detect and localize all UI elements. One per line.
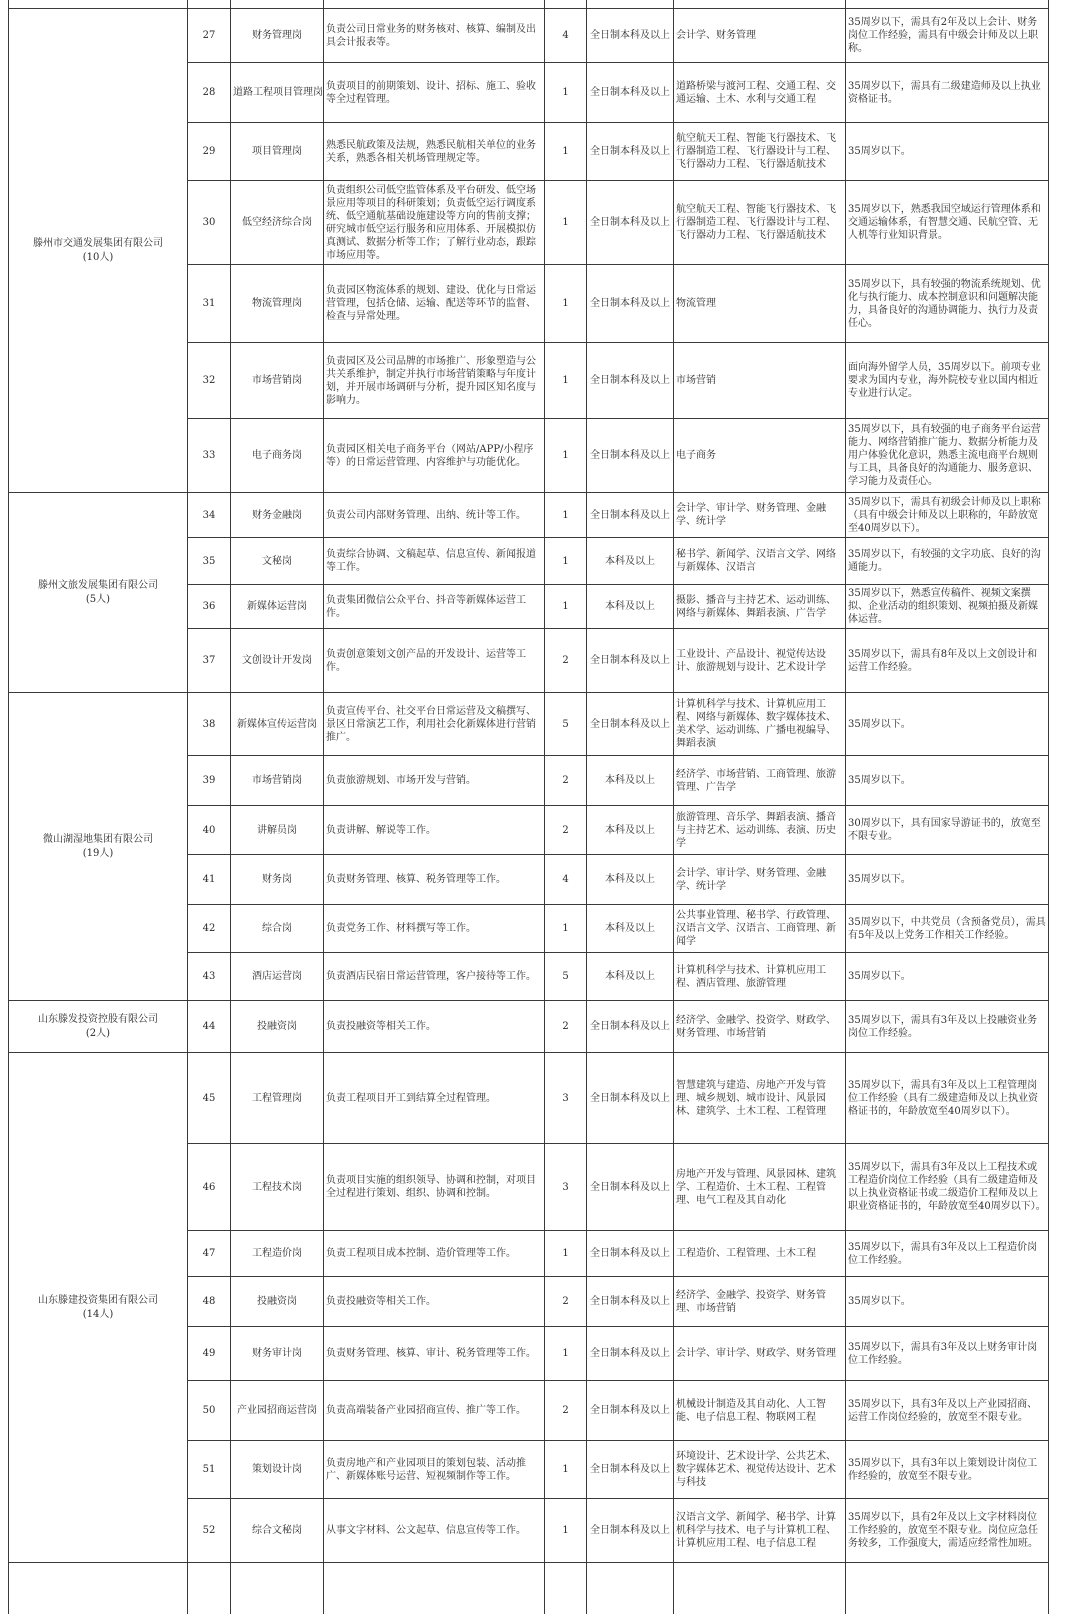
company-name: 微山湖湿地集团有限公司 <box>43 833 153 845</box>
position-name: 电子商务岗 <box>231 419 324 493</box>
other-requirement: 35周岁以下。 <box>846 693 1049 756</box>
other-requirement: 35周岁以下，具有2年及以上文字材料岗位工作经验的，放宽至不限专业。岗位应急任务较多，工作强度大，需适应经常性加班。 <box>846 1499 1049 1563</box>
education-requirement: 全日制本科及以上 <box>587 1001 674 1053</box>
position-name: 产业园招商运营岗 <box>231 1381 324 1441</box>
headcount: 2 <box>545 1001 587 1053</box>
duty-description: 负责组织公司低空监管体系及平台研发、低空场景应用等项目的科研策划；负责低空运行调度系统、低空通航基础设施建设等方向的售前支撑；研究城市低空运行服务和应用体系、开展模拟仿真测试、数据分析等工作；了解行业动态，跟踪市场应用等。 <box>324 181 545 265</box>
major-requirement <box>674 1563 846 1614</box>
headcount: 2 <box>545 756 587 806</box>
row-number: 31 <box>188 265 231 343</box>
position-name: 市场营销岗 <box>231 756 324 806</box>
headcount: 4 <box>545 855 587 905</box>
major-requirement: 计算机科学与技术、计算机应用工程、网络与新媒体、数字媒体技术、美术学、运动训练、广播电视编导、舞蹈表演 <box>674 693 846 756</box>
headcount: 5 <box>545 953 587 1001</box>
table-row <box>9 1053 1049 1144</box>
education-requirement <box>587 0 674 9</box>
major-requirement: 智慧建筑与建造、房地产开发与管理、城乡规划、城市设计、风景园林、建筑学、土木工程、工程管理 <box>674 1053 846 1144</box>
duty-description: 负责酒店民宿日常运营管理，客户接待等工作。 <box>324 953 545 1001</box>
duty-description <box>324 1563 545 1614</box>
duty-description: 负责公司内部财务管理、出纳、统计等工作。 <box>324 493 545 538</box>
headcount: 1 <box>545 343 587 419</box>
major-requirement: 环境设计、艺术设计学、公共艺术、数字媒体艺术、视觉传达设计、艺术与科技 <box>674 1441 846 1499</box>
major-requirement: 经济学、市场营销、工商管理、旅游管理、广告学 <box>674 756 846 806</box>
row-number: 37 <box>188 629 231 693</box>
position-name: 新媒体运营岗 <box>231 585 324 629</box>
education-requirement: 全日制本科及以上 <box>587 1231 674 1277</box>
duty-description: 负责项目的前期策划、设计、招标、施工、验收等全过程管理。 <box>324 63 545 123</box>
table-row <box>9 1001 1049 1053</box>
headcount <box>545 0 587 9</box>
position-name: 物流管理岗 <box>231 265 324 343</box>
headcount: 1 <box>545 1327 587 1381</box>
education-requirement: 全日制本科及以上 <box>587 1144 674 1231</box>
row-number: 36 <box>188 585 231 629</box>
company-name: 滕州市交通发展集团有限公司 <box>33 237 163 249</box>
major-requirement: 汉语言文学、新闻学、秘书学、计算机科学与技术、电子与计算机工程、计算机应用工程、电子信息工程 <box>674 1499 846 1563</box>
position-name: 投融资岗 <box>231 1001 324 1053</box>
company-cell <box>9 1563 188 1614</box>
duty-description: 负责工程项目成本控制、造价管理等工作。 <box>324 1231 545 1277</box>
education-requirement: 全日制本科及以上 <box>587 181 674 265</box>
row-number <box>188 1563 231 1614</box>
duty-description: 负责园区相关电子商务平台（网站/APP/小程序等）的日常运营管理、内容维护与功能优化。 <box>324 419 545 493</box>
duty-description <box>324 0 545 9</box>
headcount: 1 <box>545 123 587 181</box>
row-number: 52 <box>188 1499 231 1563</box>
row-number: 44 <box>188 1001 231 1053</box>
duty-description: 负责创意策划文创产品的开发设计、运营等工作。 <box>324 629 545 693</box>
duty-description: 负责公司日常业务的财务核对、核算、编制及出具会计报表等。 <box>324 9 545 63</box>
row-number: 50 <box>188 1381 231 1441</box>
headcount: 1 <box>545 538 587 585</box>
row-number: 32 <box>188 343 231 419</box>
row-number: 34 <box>188 493 231 538</box>
other-requirement: 面向海外留学人员，35周岁以下。前项专业要求为国内专业，海外院校专业以国内相近专业进行认定。 <box>846 343 1049 419</box>
education-requirement: 本科及以上 <box>587 756 674 806</box>
duty-description: 负责讲解、解说等工作。 <box>324 806 545 855</box>
company-name: 山东滕发投资控股有限公司 <box>38 1013 158 1025</box>
position-name: 道路工程项目管理岗 <box>231 63 324 123</box>
position-name: 新媒体宣传运营岗 <box>231 693 324 756</box>
table-row-partial <box>9 1563 1049 1614</box>
duty-description: 负责园区物流体系的规划、建设、优化与日常运营管理，包括仓储、运输、配送等环节的监督、检查与异常处理。 <box>324 265 545 343</box>
major-requirement: 工业设计、产品设计、视觉传达设计、旅游规划与设计、艺术设计学 <box>674 629 846 693</box>
row-number: 30 <box>188 181 231 265</box>
duty-description: 负责集团微信公众平台、抖音等新媒体运营工作。 <box>324 585 545 629</box>
education-requirement: 全日制本科及以上 <box>587 493 674 538</box>
major-requirement: 会计学、审计学、财政学、财务管理 <box>674 1327 846 1381</box>
headcount: 1 <box>545 63 587 123</box>
table-row <box>9 493 1049 538</box>
major-requirement: 秘书学、新闻学、汉语言文学、网络与新媒体、汉语言 <box>674 538 846 585</box>
major-requirement: 工程造价、工程管理、土木工程 <box>674 1231 846 1277</box>
other-requirement: 35周岁以下。 <box>846 756 1049 806</box>
position-name: 工程技术岗 <box>231 1144 324 1231</box>
position-name: 文创设计开发岗 <box>231 629 324 693</box>
other-requirement: 35周岁以下。 <box>846 1277 1049 1327</box>
other-requirement: 35周岁以下，熟悉宣传稿件、视频文案撰拟、企业活动的组织策划、视频拍摄及新媒体运营。 <box>846 585 1049 629</box>
duty-description: 负责宣传平台、社交平台日常运营及文稿撰写、景区日常演艺工作，利用社会化新媒体进行营销推广。 <box>324 693 545 756</box>
row-number: 41 <box>188 855 231 905</box>
company-cell <box>9 693 188 1001</box>
education-requirement: 本科及以上 <box>587 953 674 1001</box>
company-headcount: (14人) <box>82 1308 114 1320</box>
row-number: 42 <box>188 905 231 953</box>
education-requirement <box>587 1563 674 1614</box>
headcount: 1 <box>545 419 587 493</box>
duty-description: 负责财务管理、核算、审计、税务管理等工作。 <box>324 1327 545 1381</box>
major-requirement: 市场营销 <box>674 343 846 419</box>
headcount: 3 <box>545 1144 587 1231</box>
major-requirement <box>674 0 846 9</box>
row-number: 27 <box>188 9 231 63</box>
duty-description: 负责园区及公司品牌的市场推广、形象塑造与公共关系维护，制定并执行市场营销策略与年度计划，并开展市场调研与分析，提升园区知名度与影响力。 <box>324 343 545 419</box>
table-row-partial <box>9 0 1049 9</box>
headcount: 2 <box>545 1277 587 1327</box>
headcount: 3 <box>545 1053 587 1144</box>
company-cell <box>9 1053 188 1563</box>
major-requirement: 摄影、播音与主持艺术、运动训练、网络与新媒体、舞蹈表演、广告学 <box>674 585 846 629</box>
other-requirement: 35周岁以下，需具有3年及以上工程技术或工程造价岗位工作经验（具有二级建造师及以上执业资格证书或二级造价工程师及以上职业资格证书的，年龄放宽至40周岁以下）。 <box>846 1144 1049 1231</box>
major-requirement: 物流管理 <box>674 265 846 343</box>
row-number: 51 <box>188 1441 231 1499</box>
education-requirement: 全日制本科及以上 <box>587 693 674 756</box>
education-requirement: 全日制本科及以上 <box>587 1053 674 1144</box>
education-requirement: 全日制本科及以上 <box>587 1499 674 1563</box>
major-requirement: 经济学、金融学、投资学、财务管理、市场营销 <box>674 1277 846 1327</box>
position-name: 财务金融岗 <box>231 493 324 538</box>
education-requirement: 本科及以上 <box>587 806 674 855</box>
duty-description: 负责旅游规划、市场开发与营销。 <box>324 756 545 806</box>
company-cell <box>9 0 188 9</box>
education-requirement: 本科及以上 <box>587 855 674 905</box>
position-name: 项目管理岗 <box>231 123 324 181</box>
major-requirement: 房地产开发与管理、风景园林、建筑学、工程造价、土木工程、工程管理、电气工程及其自动化 <box>674 1144 846 1231</box>
table-row <box>9 9 1049 63</box>
headcount: 2 <box>545 1381 587 1441</box>
education-requirement: 全日制本科及以上 <box>587 629 674 693</box>
education-requirement: 全日制本科及以上 <box>587 1441 674 1499</box>
other-requirement: 35周岁以下，需具有3年及以上财务审计岗位工作经验。 <box>846 1327 1049 1381</box>
education-requirement: 全日制本科及以上 <box>587 9 674 63</box>
row-number: 33 <box>188 419 231 493</box>
row-number: 46 <box>188 1144 231 1231</box>
other-requirement: 35周岁以下。 <box>846 855 1049 905</box>
position-name: 文秘岗 <box>231 538 324 585</box>
duty-description: 负责工程项目开工到结算全过程管理。 <box>324 1053 545 1144</box>
duty-description: 负责投融资等相关工作。 <box>324 1277 545 1327</box>
duty-description: 负责房地产和产业园项目的策划包装、活动推广、新媒体账号运营、短视频制作等工作。 <box>324 1441 545 1499</box>
row-number: 47 <box>188 1231 231 1277</box>
row-number: 49 <box>188 1327 231 1381</box>
headcount: 1 <box>545 493 587 538</box>
major-requirement: 机械设计制造及其自动化、人工智能、电子信息工程、物联网工程 <box>674 1381 846 1441</box>
headcount: 2 <box>545 629 587 693</box>
major-requirement: 经济学、金融学、投资学、财政学、财务管理、市场营销 <box>674 1001 846 1053</box>
education-requirement: 本科及以上 <box>587 905 674 953</box>
headcount: 1 <box>545 1441 587 1499</box>
other-requirement: 35周岁以下，具有较强的电子商务平台运营能力、网络营销推广能力、数据分析能力及用户体验优化意识，熟悉主流电商平台规则与工具，具备良好的沟通能力、服务意识、学习能力及责任心。 <box>846 419 1049 493</box>
position-name: 低空经济综合岗 <box>231 181 324 265</box>
row-number: 38 <box>188 693 231 756</box>
education-requirement: 本科及以上 <box>587 538 674 585</box>
other-requirement: 35周岁以下，需具有2年及以上会计、财务岗位工作经验，需具有中级会计师及以上职称。 <box>846 9 1049 63</box>
headcount: 1 <box>545 1499 587 1563</box>
row-number: 28 <box>188 63 231 123</box>
company-headcount: (2人) <box>85 1027 111 1039</box>
duty-description: 负责财务管理、核算、税务管理等工作。 <box>324 855 545 905</box>
major-requirement: 航空航天工程、智能飞行器技术、飞行器制造工程、飞行器设计与工程、飞行器动力工程、飞行器适航技术 <box>674 181 846 265</box>
row-number <box>188 0 231 9</box>
headcount: 5 <box>545 693 587 756</box>
headcount <box>545 1563 587 1614</box>
position-name: 酒店运营岗 <box>231 953 324 1001</box>
position-name: 工程造价岗 <box>231 1231 324 1277</box>
education-requirement: 全日制本科及以上 <box>587 419 674 493</box>
duty-description: 负责综合协调、文稿起草、信息宣传、新闻报道等工作。 <box>324 538 545 585</box>
other-requirement: 35周岁以下，需具有8年及以上文创设计和运营工作经验。 <box>846 629 1049 693</box>
major-requirement: 道路桥梁与渡河工程、交通工程、交通运输、土木、水利与交通工程 <box>674 63 846 123</box>
other-requirement: 35周岁以下。 <box>846 953 1049 1001</box>
other-requirement: 30周岁以下，具有国家导游证书的，放宽至不限专业。 <box>846 806 1049 855</box>
other-requirement: 35周岁以下，具有较强的物流系统规划、优化与执行能力、成本控制意识和问题解决能力，具备良好的沟通协调能力、执行力及责任心。 <box>846 265 1049 343</box>
position-name: 投融资岗 <box>231 1277 324 1327</box>
position-name: 综合岗 <box>231 905 324 953</box>
position-name: 市场营销岗 <box>231 343 324 419</box>
major-requirement: 电子商务 <box>674 419 846 493</box>
position-name: 讲解员岗 <box>231 806 324 855</box>
position-name <box>231 1563 324 1614</box>
other-requirement: 35周岁以下，需具有3年及以上投融资业务岗位工作经验。 <box>846 1001 1049 1053</box>
company-headcount: (19人) <box>82 847 114 859</box>
duty-description: 负责高端装备产业园招商宣传、推广等工作。 <box>324 1381 545 1441</box>
position-name: 策划设计岗 <box>231 1441 324 1499</box>
duty-description: 熟悉民航政策及法规，熟悉民航相关单位的业务关系，熟悉各相关机场管理规定等。 <box>324 123 545 181</box>
company-headcount: (5人) <box>85 593 111 605</box>
major-requirement: 计算机科学与技术、计算机应用工程、酒店管理、旅游管理 <box>674 953 846 1001</box>
education-requirement: 全日制本科及以上 <box>587 1327 674 1381</box>
education-requirement: 本科及以上 <box>587 585 674 629</box>
major-requirement: 公共事业管理、秘书学、行政管理、汉语言文学、汉语言、工商管理、新闻学 <box>674 905 846 953</box>
other-requirement <box>846 1563 1049 1614</box>
other-requirement: 35周岁以下，具有3年以上策划设计岗位工作经验的，放宽至不限专业。 <box>846 1441 1049 1499</box>
table-row <box>9 693 1049 756</box>
duty-description: 负责项目实施的组织领导、协调和控制，对项目全过程进行策划、组织、协调和控制。 <box>324 1144 545 1231</box>
headcount: 1 <box>545 265 587 343</box>
headcount: 4 <box>545 9 587 63</box>
company-name: 滕州文旅发展集团有限公司 <box>38 579 158 591</box>
position-name: 财务审计岗 <box>231 1327 324 1381</box>
other-requirement: 35周岁以下，需具有初级会计师及以上职称（具有中级会计师及以上职称的，年龄放宽至40周岁以下）。 <box>846 493 1049 538</box>
position-name: 综合文秘岗 <box>231 1499 324 1563</box>
major-requirement: 旅游管理、音乐学、舞蹈表演、播音与主持艺术、运动训练、表演、历史学 <box>674 806 846 855</box>
row-number: 40 <box>188 806 231 855</box>
row-number: 39 <box>188 756 231 806</box>
other-requirement: 35周岁以下，熟悉我国空域运行管理体系和交通运输体系，有智慧交通、民航空管、无人机等行业知识背景。 <box>846 181 1049 265</box>
row-number: 43 <box>188 953 231 1001</box>
other-requirement: 35周岁以下，需具有二级建造师及以上执业资格证书。 <box>846 63 1049 123</box>
position-name: 财务岗 <box>231 855 324 905</box>
row-number: 35 <box>188 538 231 585</box>
row-number: 45 <box>188 1053 231 1144</box>
other-requirement: 35周岁以下，有较强的文字功底、良好的沟通能力。 <box>846 538 1049 585</box>
headcount: 1 <box>545 181 587 265</box>
company-cell <box>9 9 188 493</box>
other-requirement: 35周岁以下，具有3年及以上产业园招商、运营工作岗位经验的，放宽至不限专业。 <box>846 1381 1049 1441</box>
duty-description: 负责党务工作、材料撰写等工作。 <box>324 905 545 953</box>
major-requirement: 会计学、审计学、财务管理、金融学、统计学 <box>674 855 846 905</box>
row-number: 48 <box>188 1277 231 1327</box>
headcount: 2 <box>545 806 587 855</box>
row-number: 29 <box>188 123 231 181</box>
education-requirement: 全日制本科及以上 <box>587 123 674 181</box>
major-requirement: 会计学、财务管理 <box>674 9 846 63</box>
education-requirement: 全日制本科及以上 <box>587 343 674 419</box>
headcount: 1 <box>545 585 587 629</box>
company-cell <box>9 493 188 693</box>
other-requirement <box>846 0 1049 9</box>
education-requirement: 全日制本科及以上 <box>587 265 674 343</box>
headcount: 1 <box>545 1231 587 1277</box>
duty-description: 从事文字材料、公文起草、信息宣传等工作。 <box>324 1499 545 1563</box>
other-requirement: 35周岁以下，需具有3年及以上工程造价岗位工作经验。 <box>846 1231 1049 1277</box>
duty-description: 负责投融资等相关工作。 <box>324 1001 545 1053</box>
major-requirement: 会计学、审计学、财务管理、金融学、统计学 <box>674 493 846 538</box>
education-requirement: 全日制本科及以上 <box>587 63 674 123</box>
company-name: 山东滕建投资集团有限公司 <box>38 1294 158 1306</box>
position-name: 工程管理岗 <box>231 1053 324 1144</box>
company-cell <box>9 1001 188 1053</box>
other-requirement: 35周岁以下。 <box>846 123 1049 181</box>
headcount: 1 <box>545 905 587 953</box>
education-requirement: 全日制本科及以上 <box>587 1277 674 1327</box>
recruitment-table <box>8 0 1049 1614</box>
major-requirement: 航空航天工程、智能飞行器技术、飞行器制造工程、飞行器设计与工程、飞行器动力工程、飞行器适航技术 <box>674 123 846 181</box>
education-requirement: 全日制本科及以上 <box>587 1381 674 1441</box>
other-requirement: 35周岁以下，需具有3年及以上工程管理岗位工作经验（具有二级建造师及以上执业资格证书的，年龄放宽至40周岁以下）。 <box>846 1053 1049 1144</box>
company-headcount: (10人) <box>82 251 114 263</box>
other-requirement: 35周岁以下，中共党员（含预备党员），需具有5年及以上党务工作相关工作经验。 <box>846 905 1049 953</box>
position-name: 财务管理岗 <box>231 9 324 63</box>
position-name <box>231 0 324 9</box>
